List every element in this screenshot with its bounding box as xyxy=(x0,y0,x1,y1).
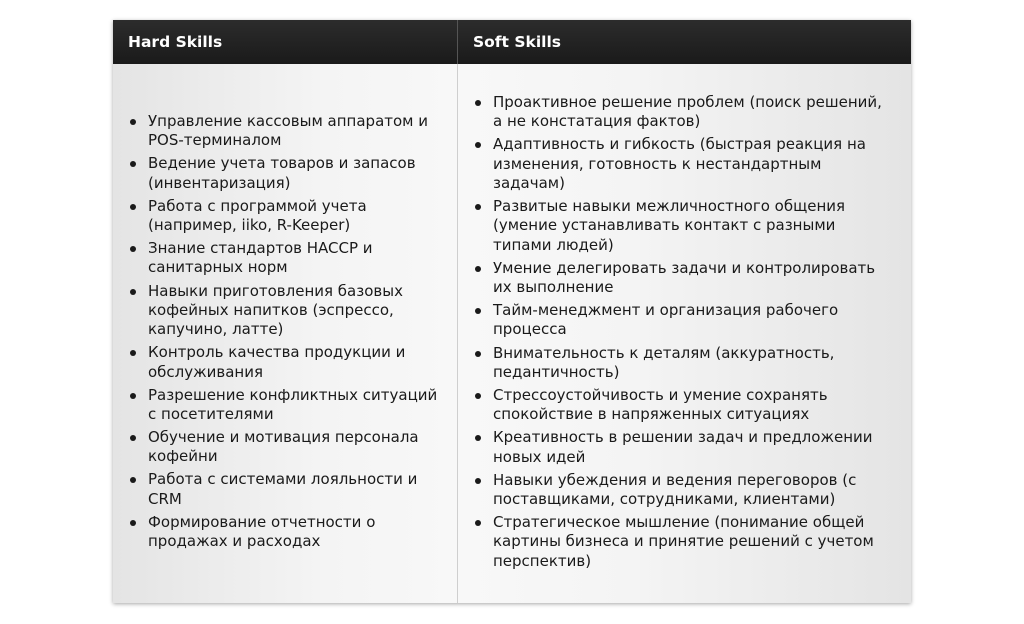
bullet-icon xyxy=(475,308,481,314)
list-item-text: Контроль качества продукции и обслуживания xyxy=(148,343,406,381)
list-item xyxy=(473,259,893,298)
bullet-icon xyxy=(475,142,481,148)
soft-skills-column xyxy=(458,64,911,603)
skills-table xyxy=(113,20,911,603)
bullet-icon xyxy=(475,435,481,441)
list-item-text: Навыки убеждения и ведения переговоров (с поставщиками, сотрудниками, клиентами) xyxy=(493,470,857,509)
list-item-text: Знание стандартов HACCP и санитарных норм xyxy=(148,239,373,277)
list-item xyxy=(128,470,448,509)
list-item-text: Ведение учета товаров и запасов (инвентаризация) xyxy=(148,154,416,192)
bullet-icon xyxy=(475,520,481,526)
list-item xyxy=(473,344,893,383)
bullet-icon xyxy=(130,246,136,252)
bullet-icon xyxy=(130,350,136,356)
list-item-text: Стрессоустойчивость и умение сохранять спокойствие в напряженных ситуациях xyxy=(493,385,828,424)
bullet-icon xyxy=(130,435,136,441)
list-item-text: Работа с программой учета (например, iiko, R-Keeper) xyxy=(148,196,367,235)
list-item xyxy=(128,112,448,151)
list-item xyxy=(128,428,448,467)
list-item xyxy=(473,386,893,425)
bullet-icon xyxy=(130,520,136,526)
list-item-text: Креативность в решении задач и предложении новых идей xyxy=(493,428,873,466)
list-item-text: Тайм-менеджмент и организация рабочего процесса xyxy=(493,301,839,339)
list-item xyxy=(473,471,893,510)
list-item xyxy=(128,343,448,382)
bullet-icon xyxy=(130,204,136,210)
list-item-text: Развитые навыки межличностного общения (умение устанавливать контакт с разными типами людей) xyxy=(493,197,846,254)
list-item xyxy=(473,513,893,571)
soft-skills-list xyxy=(473,93,893,575)
hard-skills-list xyxy=(128,112,448,555)
bullet-icon xyxy=(475,478,481,484)
list-item xyxy=(128,239,448,278)
header-hard-skills: Hard Skills xyxy=(113,20,458,64)
list-item xyxy=(473,301,893,340)
list-item xyxy=(473,428,893,467)
bullet-icon xyxy=(475,393,481,399)
bullet-icon xyxy=(130,477,136,483)
list-item xyxy=(128,386,448,425)
list-item xyxy=(473,197,893,255)
bullet-icon xyxy=(475,204,481,210)
list-item-text: Разрешение конфликтных ситуаций с посетителями xyxy=(148,385,438,423)
table-header-row xyxy=(113,20,911,64)
hard-skills-column xyxy=(113,64,458,603)
list-item-text: Внимательность к деталям (аккуратность, педантичность) xyxy=(493,343,835,381)
bullet-icon xyxy=(130,289,136,295)
bullet-icon xyxy=(475,100,481,106)
list-item xyxy=(128,197,448,236)
bullet-icon xyxy=(475,351,481,357)
list-item-text: Стратегическое мышление (понимание общей картины бизнеса и принятие решений с учетом перспектив) xyxy=(493,513,874,570)
bullet-icon xyxy=(130,393,136,399)
header-soft-skills: Soft Skills xyxy=(473,33,561,51)
list-item-text: Управление кассовым аппаратом и POS-терминалом xyxy=(148,112,429,150)
list-item xyxy=(128,513,448,552)
list-item xyxy=(128,154,448,193)
list-item-text: Работа с системами лояльности и CRM xyxy=(148,470,418,508)
list-item-text: Навыки приготовления базовых кофейных напитков (эспрессо, капучино, латте) xyxy=(148,281,403,339)
bullet-icon xyxy=(130,161,136,167)
list-item-text: Проактивное решение проблем (поиск решений, а не констатация фактов) xyxy=(493,93,882,131)
bullet-icon xyxy=(130,119,136,125)
list-item-text: Формирование отчетности о продажах и расходах xyxy=(148,512,376,551)
list-item-text: Обучение и мотивация персонала кофейни xyxy=(148,428,419,466)
list-item-text: Умение делегировать задачи и контролировать их выполнение xyxy=(493,258,876,297)
table-body-row xyxy=(113,64,911,603)
list-item xyxy=(473,93,893,132)
bullet-icon xyxy=(475,266,481,272)
list-item xyxy=(473,135,893,193)
list-item-text: Адаптивность и гибкость (быстрая реакция на изменения, готовность к нестандартным задачам) xyxy=(493,135,866,192)
list-item xyxy=(128,282,448,340)
